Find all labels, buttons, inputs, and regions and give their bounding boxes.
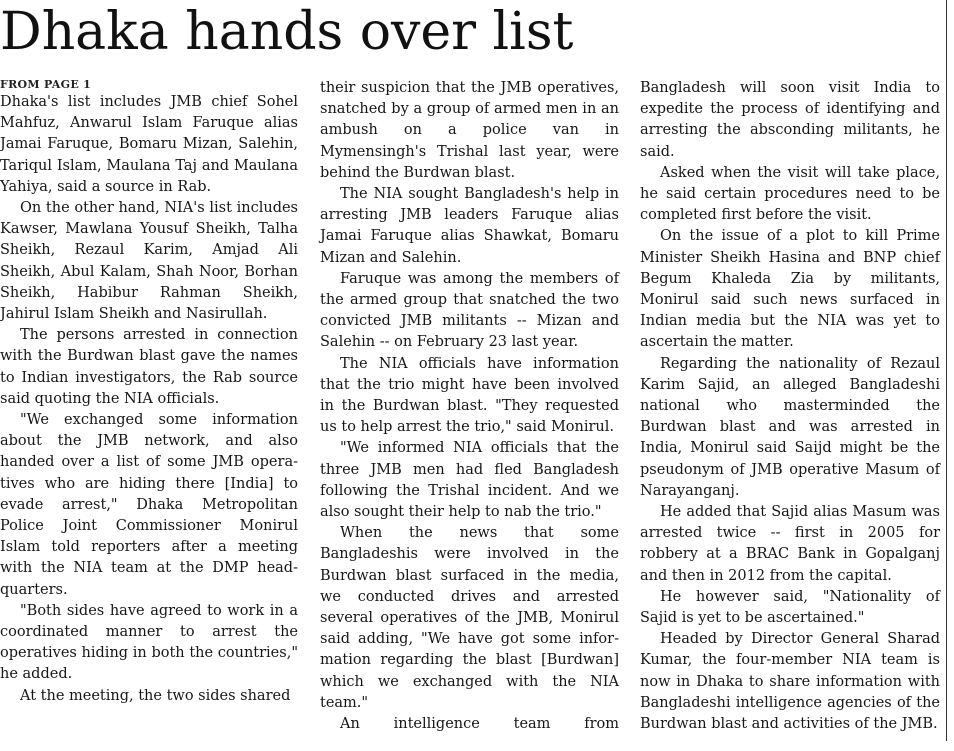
paragraph: When the news that some Bangladeshis were involved in the Burdwan blast surfaced in the media, we conducted drives and arrested several operatives of the JMB, Monirul said adding, "We have got some information regarding the blast [Burdwan] which we exchanged with the NIA team." — [320, 525, 619, 711]
paragraph: Asked when the visit will take place, he said certain procedures need to be completed first before the visit. — [640, 164, 940, 224]
paragraph: "We exchanged some information about the JMB network, and also handed over a list of some JMB operatives who are hiding there [India] to evade arrest," Dhaka Metropolitan Police Joint Commissioner Monirul Islam told reporters after a meeting with the NIA team at the DMP headquarters. — [0, 412, 298, 598]
paragraph: The NIA sought Bangladesh's help in arresting JMB leaders Faruque alias Jamai Faruque alias Shawkat, Bomaru Mizan and Salehin. — [320, 186, 619, 266]
paragraph: On the issue of a plot to kill Prime Minister Sheikh Hasina and BNP chief Begum Khaleda Zia by militants, Monirul said such news surfaced in Indian media but the NIA was yet to ascertain the matter. — [640, 228, 940, 351]
paragraph: Regarding the nationality of Rezaul Karim Sajid, an alleged Bangladeshi national who masterminded the Burdwan blast and was arrested in India, Monirul said Saijd might be the pseudonym of JMB operative Masum of Narayanganj. — [640, 355, 940, 499]
paragraph: Faruque was among the members of the armed group that snatched the two convicted JMB militants -- Mizan and Salehin -- on February 23 last year. — [320, 270, 619, 351]
paragraph: On the other hand, NIA's list includes Kawser, Mawlana Yousuf Sheikh, Talha Sheikh, Rezaul Karim, Amjad Ali Sheikh, Abul Kalam, Shah Noor, Borhan Sheikh, Habibur Rahman Sheikh, Jahirul Islam Sheikh and Nasirullah. — [0, 200, 298, 323]
kicker-label: FROM PAGE 1 — [0, 78, 92, 91]
column-rule — [946, 0, 947, 741]
paragraph: their suspicion that the JMB operatives, snatched by a group of armed men in an ambush on a police van in Mymensingh's Trishal last year, were behind the Burdwan blast. — [320, 80, 619, 181]
paragraph: Dhaka's list includes JMB chief Sohel Mahfuz, Anwarul Islam Faruque alias Jamai Faruque, Bomaru Mizan, Salehin, Tariqul Islam, Maulana Taj and Maulana Yahiya, said a source in Rab. — [0, 94, 298, 195]
paragraph: An intelligence team from — [340, 716, 619, 733]
headline: Dhaka hands over list — [0, 2, 574, 62]
paragraph: "Both sides have agreed to work in a coordinated manner to arrest the operatives hiding in both the countries," he added. — [0, 602, 298, 683]
article-column-3 — [640, 78, 940, 735]
paragraph: Bangladesh will soon visit India to expedite the process of identifying and arresting the absconding militants, he said. — [640, 80, 940, 160]
article-column-2 — [320, 78, 619, 735]
paragraph: The NIA officials have information that the trio might have been involved in the Burdwan blast. "They requested us to help arrest the trio," said Monirul. — [320, 355, 619, 436]
paragraph: He however said, "Nationality of Sajid is yet to be ascertained." — [640, 588, 940, 627]
paragraph: He added that Sajid alias Masum was arrested twice -- first in 2005 for robbery at a BRAC Bank in Gopalganj and then in 2012 from the capital. — [640, 504, 940, 584]
paragraph: At the meeting, the two sides shared — [20, 687, 291, 704]
article-column-1 — [0, 78, 298, 707]
paragraph: The persons arrested in connection with the Burdwan blast gave the names to Indian investigators, the Rab source said quoting the NIA officials. — [0, 327, 298, 407]
paragraph: "We informed NIA officials that the three JMB men had fled Bangladesh following the Trishal incident. And we also sought their help to nab the trio." — [320, 440, 619, 521]
paragraph: Headed by Director General Sharad Kumar, the four-member NIA team is now in Dhaka to share information with Bangladeshi intelligence agencies of the Burdwan blast and activities of the JMB. — [640, 631, 940, 733]
